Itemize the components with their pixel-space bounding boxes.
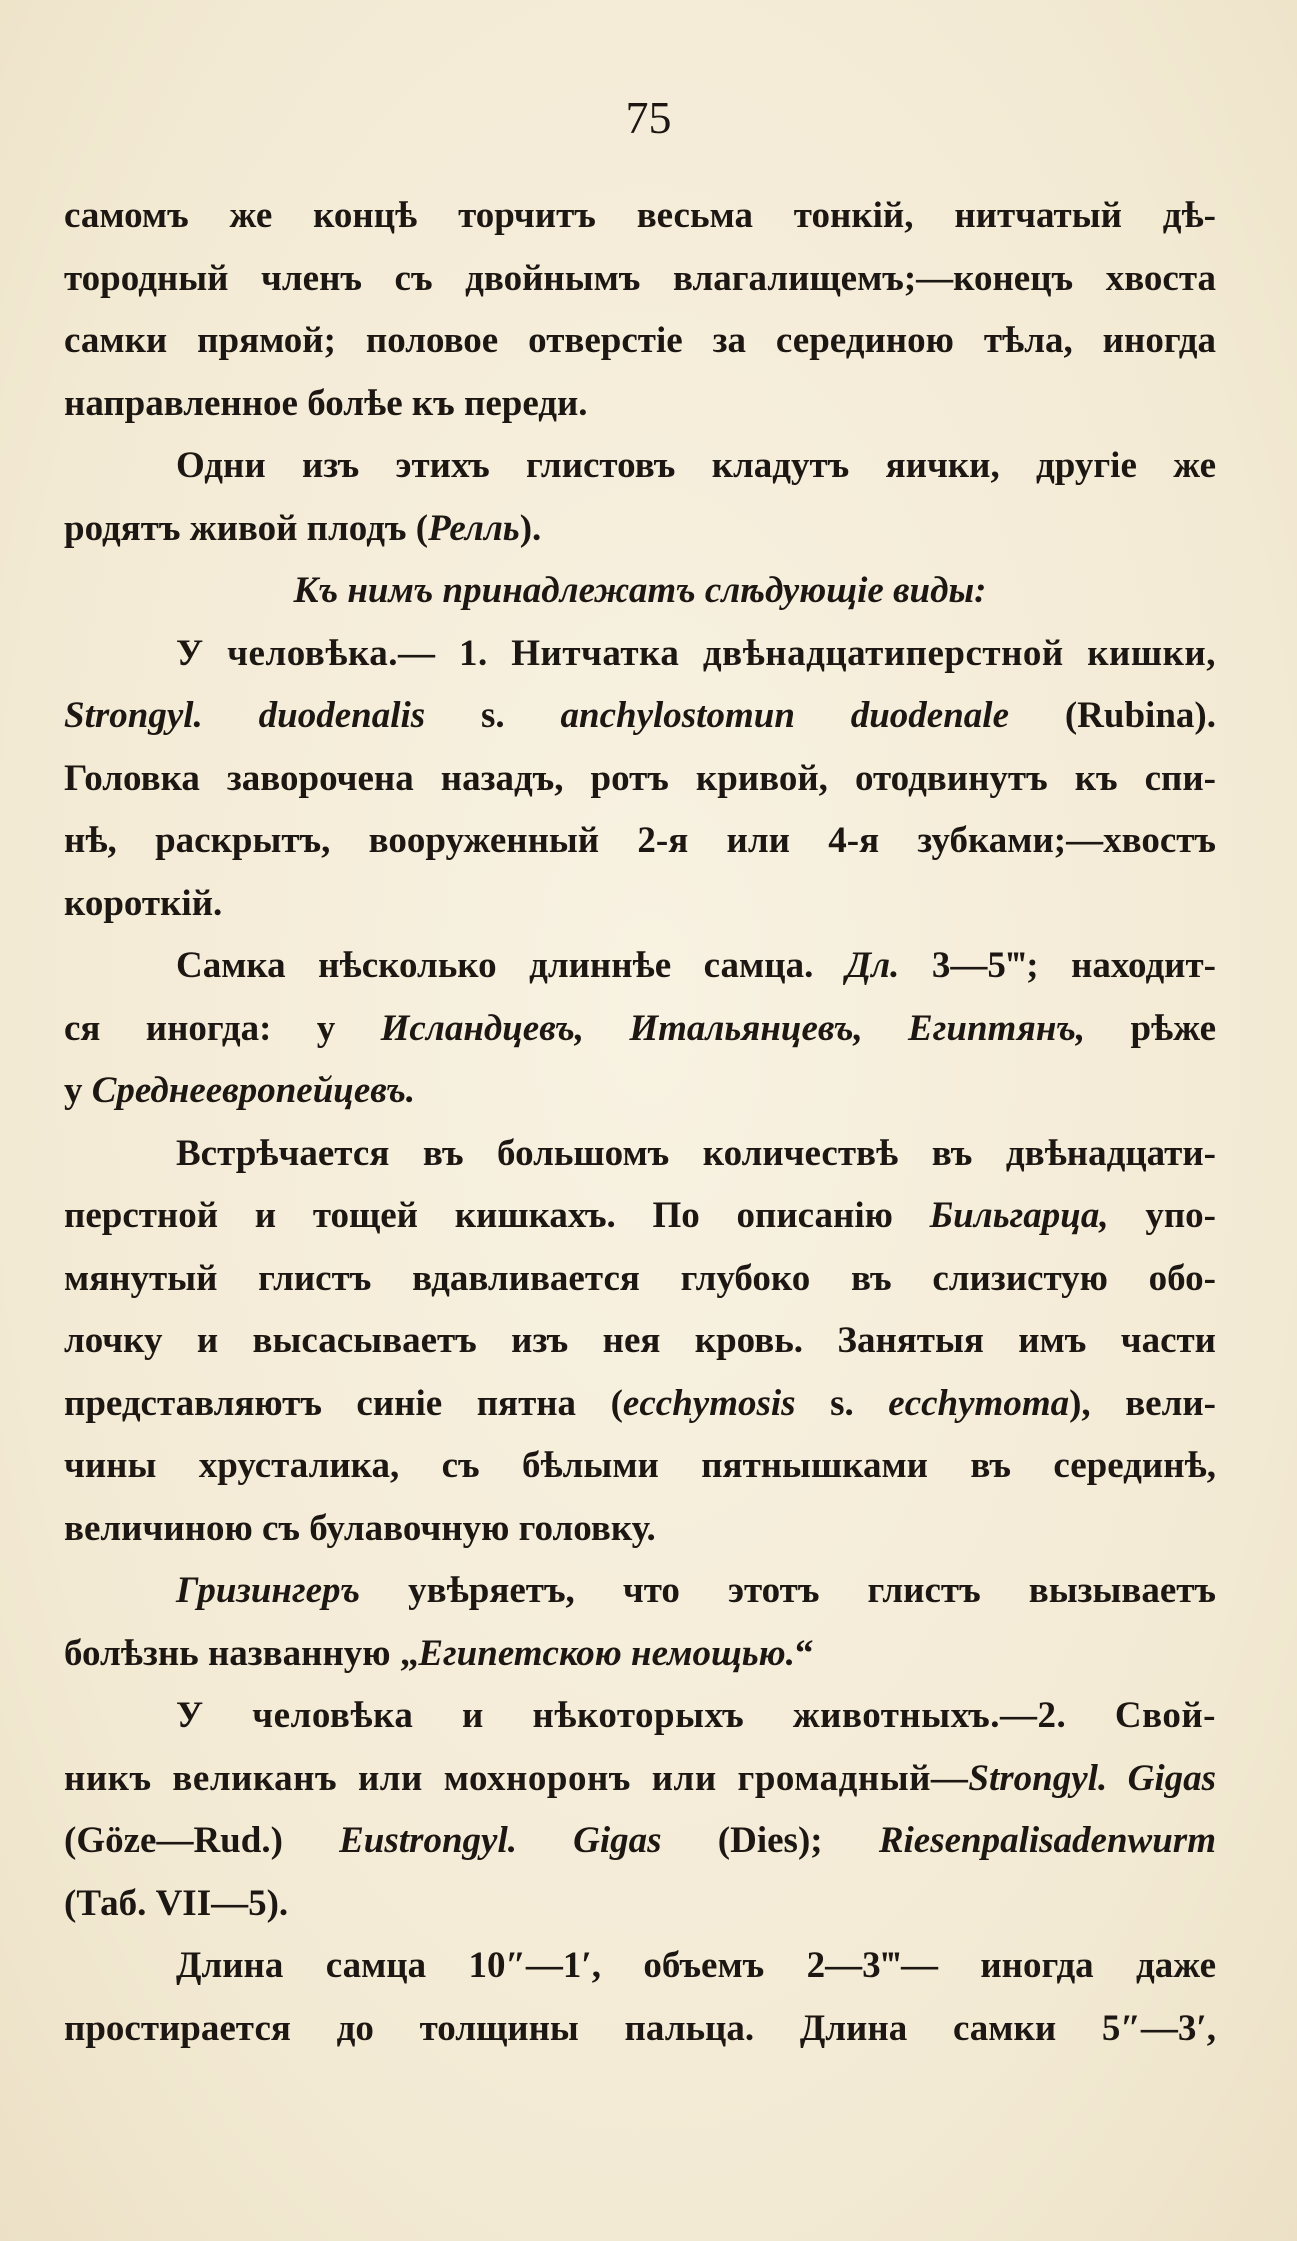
text-line: представляютъ синіе пятна (ecchymosis s. ecchymoma), вели- [64, 1382, 1217, 1424]
paragraph-occurrence [64, 1123, 1216, 1561]
text-line [64, 1685, 1216, 1748]
text-line: родятъ живой плодъ (Релль). [64, 507, 542, 549]
text-line: Гризингеръ увѣряетъ, что этотъ глистъ вызываетъ [176, 1570, 1216, 1611]
text-line: ся иногда: у Исландцевъ, Итальянцевъ, Египтянъ, рѣже [64, 1007, 1217, 1049]
text-line: Strongyl. duodenalis s. anchylostomun duodenale (Rubina). [64, 695, 1216, 736]
host-label: У человѣка. [176, 632, 398, 674]
paragraph-reproduction [64, 435, 1216, 560]
text-line [64, 1748, 1216, 1811]
text-line: направленное болѣе къ переди. [64, 382, 588, 424]
text-line: мянутый глистъ вдавливается глубоко въ слизистую обо- [64, 1257, 1216, 1299]
latin-name: Strongyl. duodenalis [64, 695, 426, 736]
paragraph-dimensions [64, 1935, 1216, 2060]
paragraph-griesinger [64, 1560, 1216, 1685]
section-heading [64, 560, 1216, 623]
latin-name: anchylostomun duodenale [560, 695, 1010, 736]
text-line: Самка нѣсколько длиннѣе самца. Дл. 3—5‴; находит- [176, 945, 1216, 986]
paragraph-species-2 [64, 1685, 1216, 1935]
peoples-list: Исландцевъ, Итальянцевъ, Египтянъ, [380, 1007, 1086, 1049]
paragraph-species-1 [64, 623, 1216, 936]
text-line: Головка заворочена назадъ, ротъ кривой, отодвинутъ къ спи- [64, 757, 1216, 799]
page-number: 75 [625, 92, 672, 143]
paragraph-size [64, 935, 1216, 1123]
page-body-text [64, 185, 1216, 2060]
text-line: (Göze—Rud.) Eustrongyl. Gigas (Dies); Riesenpalisadenwurm [64, 1820, 1216, 1861]
species-common-names: никъ великанъ или мохноронъ или громадный— [64, 1757, 969, 1799]
latin-name: Eustrongyl. Gigas [339, 1820, 662, 1861]
text-line: тородный членъ съ двойнымъ влагалищемъ;—конецъ хвоста [64, 257, 1216, 299]
author-name: Гризингеръ [176, 1570, 361, 1611]
text-line: перстной и тощей кишкахъ. По описанію Бильгарца, упо- [64, 1195, 1216, 1236]
text-line: лочку и высасываетъ изъ нея кровь. Занятыя имъ части [64, 1320, 1216, 1361]
latin-term: ecchymosis [622, 1382, 796, 1424]
species-title: — 1. Нитчатка двѣнадцатиперстной кишки, [397, 632, 1216, 674]
author-name: Бильгарца, [929, 1195, 1109, 1236]
latin-term: ecchymoma [888, 1382, 1070, 1424]
text-line: болѣзнь названную „Египетскою немощью.“ [64, 1632, 814, 1674]
text-line: короткій. [64, 882, 223, 924]
host-label: У человѣка и нѣкоторыхъ животныхъ. [176, 1695, 1001, 1736]
german-name: Riesenpalisadenwurm [878, 1820, 1216, 1861]
text-line: (Таб. VII—5). [64, 1882, 289, 1924]
text-line: простирается до толщины пальца. Длина самки 5″—3′, [64, 2007, 1216, 2049]
text-line: Встрѣчается въ большомъ количествѣ въ двѣнадцати- [176, 1132, 1216, 1174]
author-name: Релль [428, 507, 520, 549]
text-line: нѣ, раскрытъ, вооруженный 2-я или 4-я зубками;—хвостъ [64, 820, 1216, 861]
text-line [64, 623, 1216, 686]
text-line: самомъ же концѣ торчитъ весьма тонкій, нитчатый дѣ- [64, 195, 1216, 236]
species-title: —2. Свой- [1000, 1695, 1217, 1736]
text-line: чины хрусталика, съ бѣлыми пятнышками въ серединѣ, [64, 1445, 1216, 1486]
disease-name: Египетскою немощью. [418, 1632, 795, 1674]
latin-name: Strongyl. Gigas [968, 1757, 1217, 1799]
text-line: величиною съ булавочную головку. [64, 1507, 656, 1549]
heading-text: Къ нимъ принадлежатъ слѣдующіе виды: [293, 570, 987, 611]
paragraph-continuation [64, 185, 1216, 435]
text-line: у Среднеевропейцевъ. [64, 1070, 416, 1111]
text-line: Одни изъ этихъ глистовъ кладутъ яички, другіе же [176, 445, 1216, 486]
text-line: Длина самца 10″—1′, объемъ 2—3‴— иногда даже [176, 1945, 1216, 1986]
text-line: самки прямой; половое отверстіе за серединою тѣла, иногда [64, 320, 1216, 361]
